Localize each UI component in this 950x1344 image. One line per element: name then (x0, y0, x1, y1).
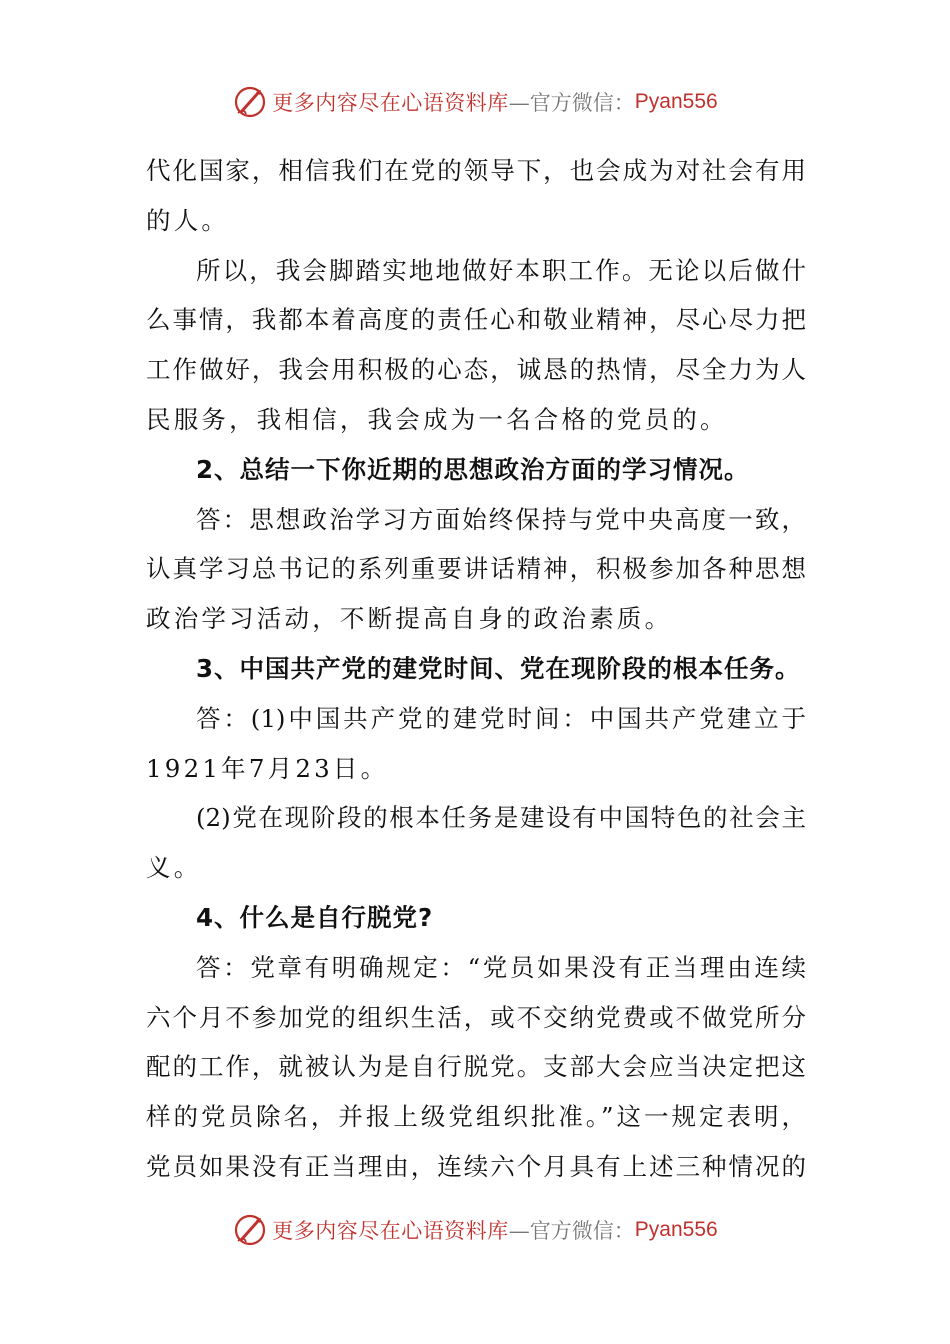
pen-logo-icon (232, 1212, 268, 1248)
text-line: 的人。 (146, 205, 230, 235)
header-wechat-label: —官方微信： (508, 91, 635, 115)
text-line: 答：思想政治学习方面始终保持与党中央高度一致， (196, 504, 806, 534)
footer-wechat-label: —官方微信： (508, 1219, 635, 1243)
text-line: 认真学习总书记的系列重要讲话精神，积极参加各种思想 (146, 554, 806, 584)
text-line: 1921年7月23日。 (146, 753, 389, 783)
footer-watermark (0, 1210, 950, 1250)
footer-wechat-id: Pyan556 (634, 1218, 718, 1241)
text-line: 代化国家，相信我们在党的领导下，也会成为对社会有用 (146, 156, 806, 185)
text-line: 政治学习活动，不断提高自身的政治素质。 (146, 604, 673, 634)
question-heading: 2、总结一下你近期的思想政治方面的学习情况。 (196, 454, 750, 484)
text-line: 民服务，我相信，我会成为一名合格的党员的。 (146, 404, 728, 434)
text-line: 工作做好，我会用积极的心态，诚恳的热情，尽全力为人 (146, 355, 806, 385)
question-heading: 4、什么是自行脱党? (196, 902, 434, 932)
question-heading: 3、中国共产党的建党时间、党在现阶段的根本任务。 (196, 653, 801, 683)
text-line: 义。 (146, 853, 202, 883)
text-line: 答：(1)中国共产党的建党时间：中国共产党建立于 (196, 703, 806, 733)
text-line: 党员如果没有正当理由，连续六个月具有上述三种情况的 (146, 1151, 806, 1181)
text-line: 六个月不参加党的组织生活，或不交纳党费或不做党所分 (146, 1002, 806, 1032)
footer-brand-text: 更多内容尽在心语资料库 (272, 1219, 509, 1243)
text-line: 么事情，我都本着高度的责任心和敬业精神，尽心尽力把 (146, 305, 806, 335)
header-watermark (0, 82, 950, 122)
header-brand-text: 更多内容尽在心语资料库 (272, 91, 509, 115)
text-line: (2)党在现阶段的根本任务是建设有中国特色的社会主 (196, 803, 806, 833)
text-line: 所以，我会脚踏实地地做好本职工作。无论以后做什 (196, 255, 806, 285)
header-wechat-id: Pyan556 (634, 90, 718, 113)
text-line: 答：党章有明确规定：“党员如果没有正当理由连续 (196, 952, 806, 982)
text-line: 样的党员除名，并报上级党组织批准。”这一规定表明， (146, 1102, 806, 1132)
text-line: 配的工作，就被认为是自行脱党。支部大会应当决定把这 (146, 1052, 806, 1082)
pen-logo-icon (232, 84, 268, 120)
document-body (146, 146, 806, 1192)
